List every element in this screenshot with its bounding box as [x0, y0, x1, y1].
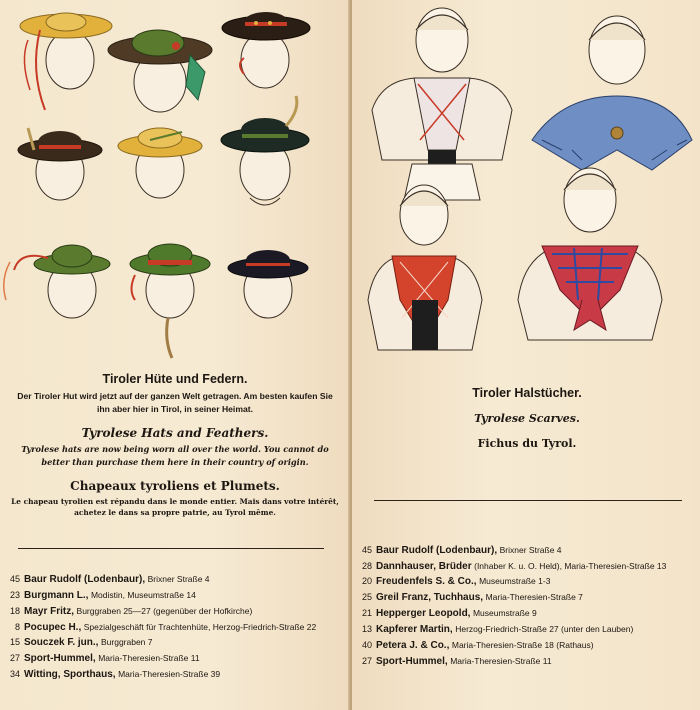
- shop-address: Maria-Theresien-Straße 11: [450, 656, 552, 666]
- shop-address: Modistin, Museumstraße 14: [90, 590, 196, 600]
- hats-body-fr: Le chapeau tyrolien est répandu dans le monde entier. Mais dans votre intérêt, achetez le dans sa propre patrie, au Tyrol même.: [11, 497, 339, 517]
- list-item: [354, 640, 674, 651]
- hat-figure-8: [130, 244, 210, 358]
- district-number: 18: [9, 606, 20, 616]
- list-item: [2, 590, 322, 601]
- list-item: [354, 608, 674, 619]
- right-divider: [374, 500, 682, 501]
- list-item: [2, 669, 322, 680]
- shop-name: Baur Rudolf (Lodenbaur),: [24, 574, 146, 585]
- hat-figure-9: [228, 250, 308, 318]
- hat-figure-2: [108, 30, 212, 112]
- shop-address: (Inhaber K. u. O. Held), Maria-Theresien-Straße 13: [474, 561, 667, 571]
- scarf-figure-1: [372, 8, 512, 200]
- list-item: [354, 624, 674, 635]
- shop-name: Pocupec H.,: [24, 622, 82, 633]
- shop-address: Maria-Theresien-Straße 18 (Rathaus): [451, 640, 594, 650]
- shop-address: Burggraben 7: [100, 637, 153, 647]
- district-number: 27: [9, 653, 20, 663]
- district-number: 23: [9, 590, 20, 600]
- shop-address: Maria-Theresien-Straße 11: [98, 653, 200, 663]
- hats-body-de: Der Tiroler Hut wird jetzt auf der ganzen Welt getragen. Am besten kaufen Sie ihn aber hier in Tirol, in seiner Heimat.: [17, 391, 333, 414]
- shop-address: Maria-Theresien-Straße 7: [485, 592, 583, 602]
- shop-name: Sport-Hummel,: [24, 653, 96, 664]
- hats-illustration: [0, 0, 350, 360]
- list-item: [2, 622, 322, 633]
- district-number: 15: [9, 637, 20, 647]
- shop-name: Kapferer Martin,: [376, 624, 453, 635]
- hats-section: [10, 372, 340, 518]
- scarves-section: [362, 386, 692, 450]
- list-item: [2, 574, 322, 585]
- district-number: 25: [361, 592, 372, 602]
- list-item: [354, 561, 674, 572]
- district-number: 34: [9, 669, 20, 679]
- hats-body-en: Tyrolese hats are now being worn all over the world. You cannot do better than purchase them here in their country of origin.: [21, 444, 329, 467]
- scarf-figure-3: [368, 185, 482, 350]
- shop-name: Hepperger Leopold,: [376, 608, 471, 619]
- left-divider: [18, 548, 324, 549]
- hat-figure-6: [221, 96, 309, 205]
- shop-address: Brixner Straße 4: [499, 545, 562, 555]
- shop-name: Mayr Fritz,: [24, 606, 75, 617]
- shop-name: Petera J. & Co.,: [376, 640, 450, 651]
- shop-name: Sport-Hummel,: [376, 656, 448, 667]
- scarves-title-en: Tyrolese Scarves.: [474, 412, 580, 425]
- district-number: 21: [361, 608, 372, 618]
- district-number: 45: [9, 574, 20, 584]
- shop-address: Museumstraße 9: [472, 608, 537, 618]
- list-item: [354, 656, 674, 667]
- shop-address: Maria-Theresien-Straße 39: [118, 669, 221, 679]
- shop-address: Brixner Straße 4: [147, 574, 210, 584]
- shop-address: Burggraben 25—27 (gegenüber der Hofkirche): [76, 606, 253, 616]
- shop-name: Baur Rudolf (Lodenbaur),: [376, 545, 498, 556]
- list-item: [354, 592, 674, 603]
- list-item: [2, 606, 322, 617]
- scarves-title-fr: Fichus du Tyrol.: [477, 437, 577, 450]
- district-number: 45: [361, 545, 372, 555]
- scarf-figure-2: [532, 16, 692, 170]
- list-item: [2, 653, 322, 664]
- shop-name: Freudenfels S. & Co.,: [376, 576, 477, 587]
- hat-figure-7: [4, 245, 110, 318]
- district-number: 20: [361, 576, 372, 586]
- district-number: 27: [361, 656, 372, 666]
- hat-figure-4: [18, 128, 102, 200]
- shop-address: Herzog-Friedrich-Straße 27 (unter den Lauben): [455, 624, 634, 634]
- shop-name: Witting, Sporthaus,: [24, 669, 116, 680]
- hats-title-fr: Chapeaux tyroliens et Plumets.: [70, 479, 280, 493]
- right-page: [352, 0, 700, 710]
- hat-figure-1: [20, 13, 112, 110]
- scarves-directory: [354, 545, 674, 672]
- hats-title-en: Tyrolese Hats and Feathers.: [81, 426, 269, 440]
- list-item: [2, 637, 322, 648]
- scarves-illustration: [352, 0, 700, 360]
- shop-address: Museumstraße 1-3: [479, 576, 551, 586]
- list-item: [354, 576, 674, 587]
- scarf-figure-4: [518, 168, 662, 340]
- scarves-title-de: Tiroler Halstücher.: [472, 386, 582, 400]
- district-number: 8: [14, 622, 20, 632]
- district-number: 40: [361, 640, 372, 650]
- district-number: 28: [361, 561, 372, 571]
- shop-name: Greil Franz, Tuchhaus,: [376, 592, 484, 603]
- district-number: 13: [361, 624, 372, 634]
- hats-title-de: Tiroler Hüte und Federn.: [102, 372, 248, 386]
- shop-name: Dannhauser, Brüder: [376, 561, 472, 572]
- hats-directory: [2, 574, 322, 685]
- list-item: [354, 545, 674, 556]
- hat-figure-3: [222, 12, 310, 88]
- shop-address: Spezialgeschäft für Trachtenhüte, Herzog-Friedrich-Straße 22: [83, 622, 317, 632]
- shop-name: Burgmann L.,: [24, 590, 89, 601]
- hat-figure-5: [118, 128, 202, 198]
- shop-name: Souczek F. jun.,: [24, 637, 99, 648]
